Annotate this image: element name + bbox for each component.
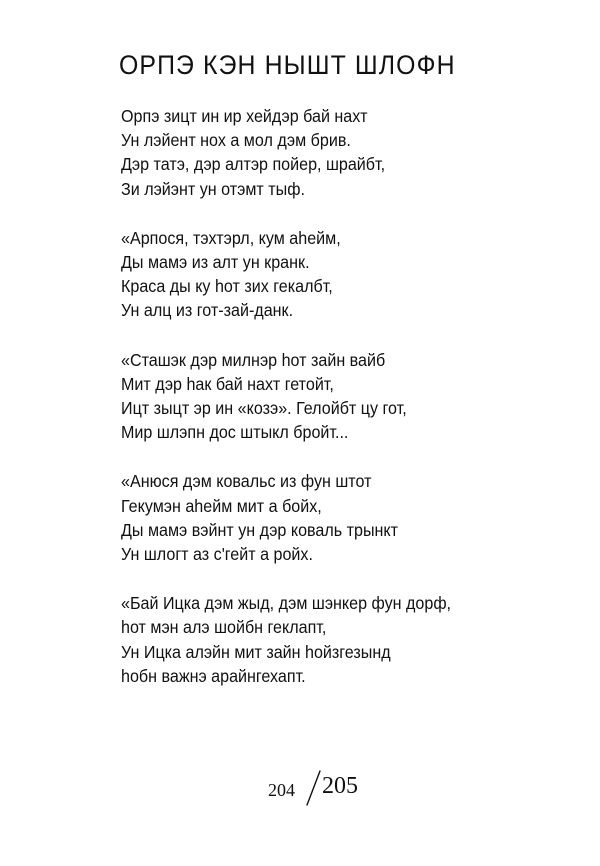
stanza-2: [121, 226, 561, 323]
slash-separator: [304, 770, 324, 806]
poem-line: «Бай Ицка дэм жыд, дэм шэнкер фун дорф,: [121, 593, 452, 614]
stanza-3: [121, 348, 561, 445]
poem-line: Ун лэйент нох а мол дэм брив.: [121, 130, 351, 151]
poem-line: «Арпося, тэхтэрл, кум аheйм,: [121, 227, 341, 248]
stanza-1: [121, 104, 561, 201]
poem-line: «Анюся дэм ковальс из фун штот: [121, 471, 372, 492]
poem-line: Ды мамэ из алт ун кранк.: [121, 252, 310, 273]
poem-line: Ды мамэ вэйнт ун дэр коваль трынкт: [121, 519, 399, 540]
poem-line: Зи лэйэнт ун отэмт тыф.: [121, 178, 305, 199]
poem-line: hобн важнэ арайнгехапт.: [121, 665, 306, 686]
page-numbers: [262, 770, 372, 810]
poem-line: Гекумэн аheйм мит а бойх,: [121, 495, 322, 516]
poem-line: hот мэн алэ шойбн геклапт,: [121, 617, 327, 638]
poem-body: [121, 104, 561, 713]
stanza-5: [121, 591, 561, 688]
poem-line: Мир шлэпн дос штыкл бройт...: [121, 422, 349, 443]
poem-line: Ицт зыцт эр ин «козэ». Гелойбт цу гот,: [121, 398, 407, 419]
page-number-left: 204: [268, 780, 295, 800]
poem-line: Краса ды ку hот зих гекалбт,: [121, 276, 333, 297]
poem-title: ОРПЭ КЭН НЫШТ ШЛОФН: [119, 50, 456, 80]
poem-line: «Сташэк дэр милнэр hот зайн вайб: [121, 349, 386, 370]
poem-line: Ун алц из гот-зай-данк.: [121, 300, 294, 321]
poem-line: Дэр татэ, дэр алтэр пойер, шрайбт,: [121, 154, 386, 175]
poem-line: Мит дэр hак бай нахт гетойт,: [121, 373, 334, 394]
poem-line: Орпэ зицт ин ир хейдэр бай нахт: [121, 106, 368, 126]
page-number-right: 205: [322, 773, 358, 799]
poem-line: Ун Ицка алэйн мит зайн hойзгезынд: [121, 641, 391, 662]
stanza-4: [121, 469, 561, 566]
poem-line: Ун шлогт аз с'гейт а ройх.: [121, 544, 313, 565]
